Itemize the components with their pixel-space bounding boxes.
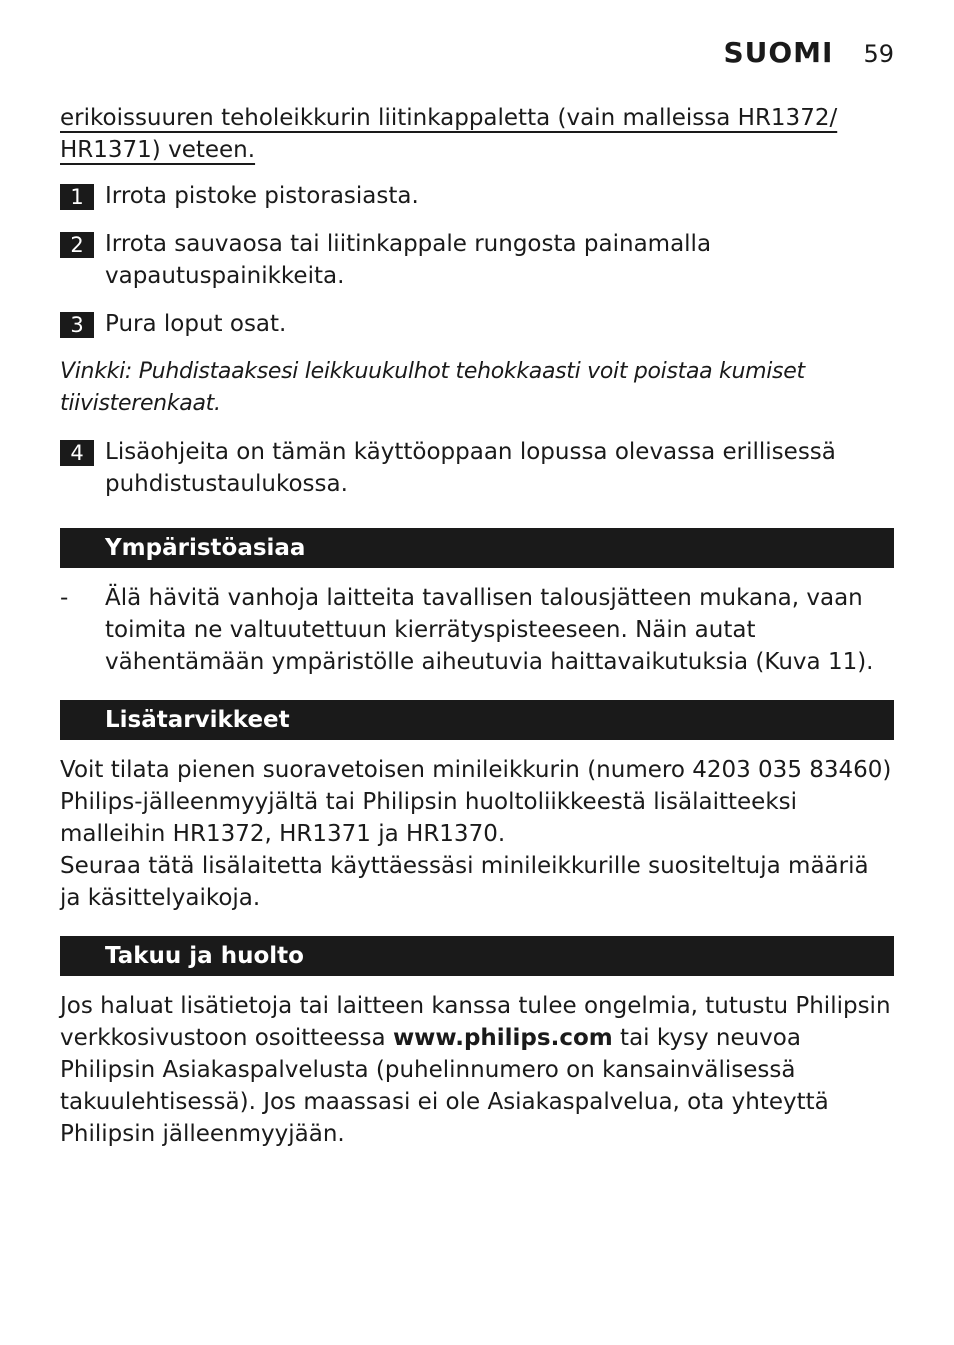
step-4: [60, 436, 894, 500]
tip-text: Vinkki: Puhdistaaksesi leikkuukulhot tehokkaasti voit poistaa kumiset tiivisterenkaat.: [60, 359, 805, 416]
section-heading-accessories: Lisätarvikkeet: [60, 700, 894, 740]
warranty-text-before: Jos haluat lisätietoja tai laitteen kanssa tulee ongelmia, tutustu Philipsin verkkosivustoon osoitteessa: [60, 993, 891, 1051]
intro-continuation: [60, 102, 894, 166]
page-content: [60, 102, 894, 1172]
step-number-badge: 2: [60, 232, 94, 258]
environment-text: Älä hävitä vanhoja laitteita tavallisen talousjätteen mukana, vaan toimita ne valtuutettuun kierrätyspisteeseen. Näin autat vähentämään ympäristölle aiheutuvia haittavaikutuksia (Kuva 11).: [105, 585, 874, 675]
page-number: 59: [863, 40, 894, 68]
accessories-paragraph-2: Seuraa tätä lisälaitetta käyttäessäsi minileikkurille suositeltuja määriä ja käsittelyaikoja.: [60, 853, 869, 911]
accessories-paragraph-1: Voit tilata pienen suoravetoisen minileikkurin (numero 4203 035 83460) Philips-jälleenmyyjältä tai Philipsin huoltoliikkeestä lisälaitteeksi malleihin HR1372, HR1371 ja HR1370.: [60, 757, 892, 847]
step-number-badge: 4: [60, 440, 94, 466]
intro-line-2: HR1371) veteen.: [60, 137, 256, 163]
step-text: Lisäohjeita on tämän käyttöoppaan lopussa olevassa erillisessä puhdistustaulukossa.: [105, 439, 836, 497]
environment-item: [60, 582, 894, 678]
section-heading-environment: Ympäristöasiaa: [60, 528, 894, 568]
intro-line-1: erikoissuuren teholeikkurin liitinkappaletta (vain malleissa HR1372/: [60, 105, 838, 131]
warranty-paragraph: [60, 990, 894, 1150]
dash-bullet: -: [60, 585, 69, 611]
section-heading-warranty: Takuu ja huolto: [60, 936, 894, 976]
step-text: Irrota pistoke pistorasiasta.: [105, 183, 419, 209]
page-header: [723, 36, 894, 69]
step-text: Pura loput osat.: [105, 311, 287, 337]
warranty-text-after: tai kysy neuvoa Philipsin Asiakaspalvelusta (puhelinnumero on kansainvälisessä takuulehtisessä). Jos maassasi ei ole Asiakaspalvelua, ota yhteyttä Philipsin jälleenmyyjään.: [60, 1025, 829, 1147]
step-text: Irrota sauvaosa tai liitinkappale rungosta painamalla vapautuspainikkeita.: [105, 231, 712, 289]
step-1: [60, 180, 894, 212]
step-number-badge: 3: [60, 312, 94, 338]
step-3: [60, 308, 894, 340]
language-label: SUOMI: [723, 36, 834, 69]
philips-website-link[interactable]: www.philips.com: [392, 1025, 613, 1051]
step-number-badge: 1: [60, 184, 94, 210]
step-2: [60, 228, 894, 292]
